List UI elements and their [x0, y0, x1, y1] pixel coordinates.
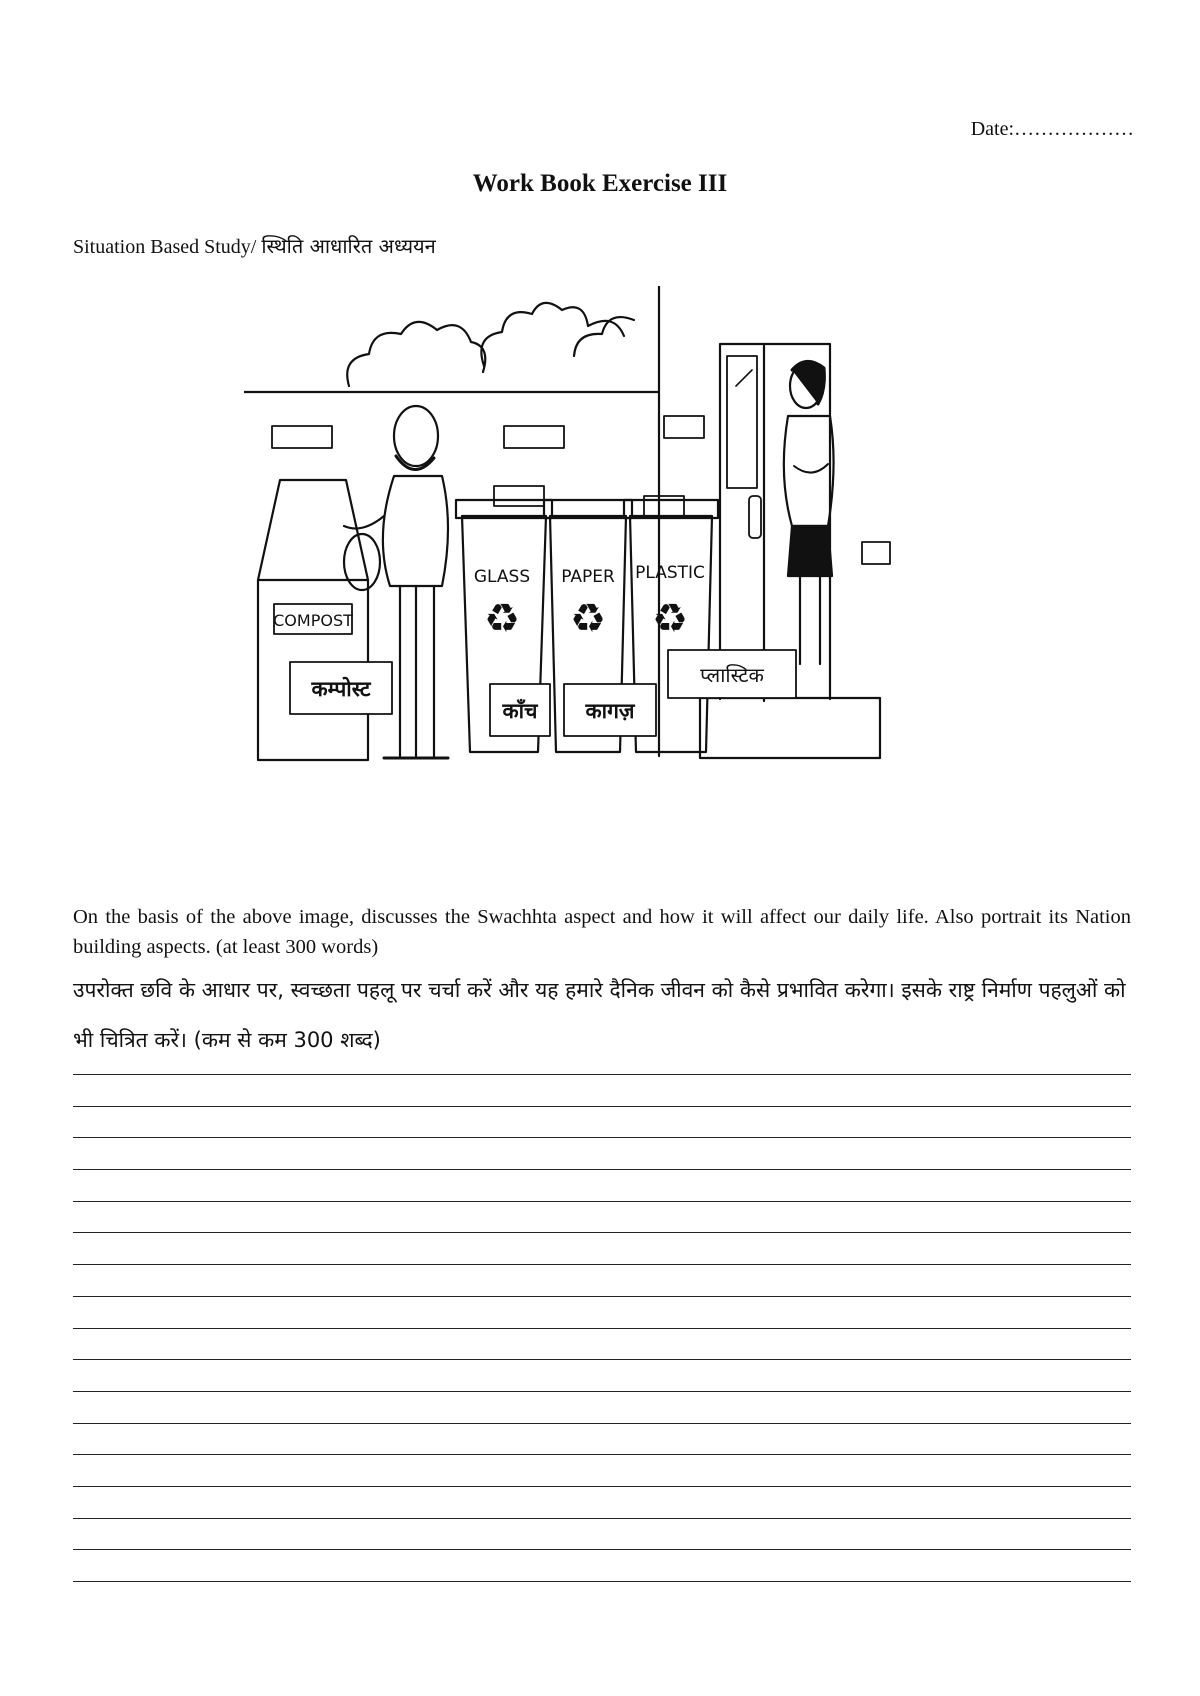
page-title: Work Book Exercise III — [472, 170, 728, 197]
plastic-bin-text: PLASTIC — [635, 563, 705, 583]
tag-glass-text: काँच — [502, 699, 538, 723]
answer-line[interactable] — [73, 1454, 1131, 1455]
answer-line[interactable] — [73, 1201, 1131, 1202]
recycle-icon: ♻ — [570, 596, 606, 642]
answer-line[interactable] — [73, 1264, 1131, 1265]
door-handle — [749, 496, 761, 538]
answer-line[interactable] — [73, 1106, 1131, 1107]
answer-line[interactable] — [73, 1486, 1131, 1487]
recycle-icon: ♻ — [652, 596, 688, 642]
answer-line[interactable] — [73, 1074, 1131, 1075]
recycle-icon: ♻ — [484, 596, 520, 642]
compost-bin-text: COMPOST — [273, 611, 353, 630]
answer-line[interactable] — [73, 1423, 1131, 1424]
man-shirt — [383, 476, 448, 586]
man-arm — [344, 516, 384, 528]
woman-legs — [800, 576, 820, 664]
answer-line[interactable] — [73, 1581, 1131, 1582]
answer-line[interactable] — [73, 1359, 1131, 1360]
cartoon-svg — [244, 286, 964, 842]
bush-left — [347, 322, 485, 386]
answer-line[interactable] — [73, 1169, 1131, 1170]
bush-right — [574, 317, 634, 356]
date-field: Date:……………… — [970, 118, 1134, 140]
doorstep — [700, 698, 880, 758]
question-hindi: उपरोक्त छवि के आधार पर, स्वच्छता पहलू पर चर्चा करें और यह हमारे दैनिक जीवन को कैसे प्रभावित करेगा। इसके राष्ट्र निर्माण पहलुओं को भी चित्रित करें। (कम से कम 300 शब्द) — [73, 978, 1126, 1052]
man-head — [394, 406, 438, 466]
subtitle-hindi: स्थिति आधारित अध्ययन — [261, 234, 436, 258]
man-legs — [400, 586, 434, 756]
woman-body — [784, 416, 834, 526]
paper-bin-text: PAPER — [561, 567, 615, 587]
door-window — [727, 356, 757, 488]
section-subtitle — [73, 232, 436, 259]
glass-bin-text: GLASS — [473, 567, 531, 587]
woman-skirt — [788, 526, 832, 576]
cartoon-illustration — [244, 286, 964, 842]
answer-line[interactable] — [73, 1232, 1131, 1233]
tag-compost-text: कम्पोस्ट — [311, 677, 371, 701]
subtitle-english: Situation Based Study/ — [73, 236, 257, 258]
tag-plastic-text: प्लास्टिक — [700, 663, 764, 687]
answer-line[interactable] — [73, 1137, 1131, 1138]
answer-line[interactable] — [73, 1549, 1131, 1550]
answer-line[interactable] — [73, 1391, 1131, 1392]
man-bag — [344, 534, 380, 590]
answer-line[interactable] — [73, 1328, 1131, 1329]
answer-line[interactable] — [73, 1296, 1131, 1297]
tag-paper-text: कागज़ — [585, 699, 635, 723]
answer-area[interactable] — [73, 1074, 1131, 1613]
question-english: On the basis of the above image, discusses the Swachhta aspect and how it will affect our daily life. Also portrait its Nation building aspects. (at least 300 words) — [73, 906, 1131, 958]
compost-lid — [258, 480, 368, 580]
answer-line[interactable] — [73, 1518, 1131, 1519]
